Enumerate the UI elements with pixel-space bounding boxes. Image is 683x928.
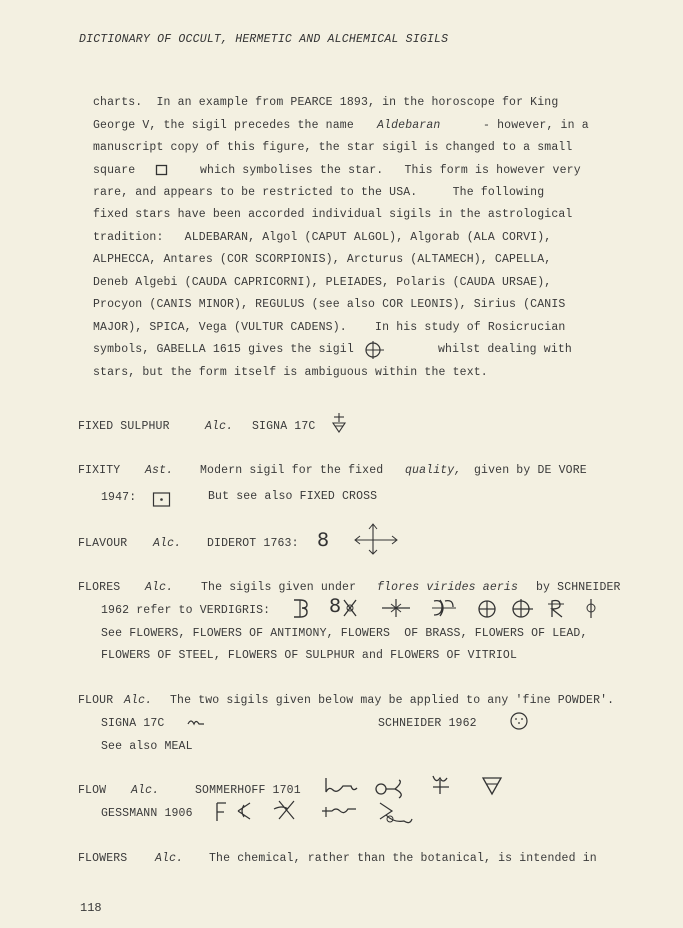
flavour-arrows-sigil: [351, 522, 401, 556]
fixity-sigil: [152, 491, 172, 508]
text-line: fixed stars have been accorded individual sigils in the astrological: [93, 208, 573, 221]
entry-tag: Alc.: [153, 537, 182, 550]
entry-text: 1962 refer to VERDIGRIS:: [101, 604, 271, 617]
text-line: symbols, GABELLA 1615 gives the sigil: [93, 343, 354, 356]
entry-italic: quality,: [405, 464, 462, 477]
text-line: George V, the sigil precedes the name: [93, 119, 354, 132]
entry-text: The two sigils given below may be applied to any 'fine POWDER'.: [170, 694, 615, 707]
text-line: Deneb Algebi (CAUDA CAPRICORNI), PLEIADES, Polaris (CAUDA URSAE),: [93, 276, 552, 289]
text-line: which symbolises the star. This form is however very: [200, 164, 581, 177]
text-line: rare, and appears to be restricted to the USA. The following: [93, 186, 545, 199]
entry-text: given by DE VORE: [474, 464, 587, 477]
entry-source: DIDEROT 1763:: [207, 537, 299, 550]
entry-see-also: But see also FIXED CROSS: [208, 490, 378, 503]
text-italic: Aldebaran: [377, 119, 441, 132]
text-line: charts. In an example from PEARCE 1893, in the horoscope for King: [93, 96, 559, 109]
entry-text: Modern sigil for the fixed: [200, 464, 384, 477]
entry-text: The sigils given under: [201, 581, 357, 594]
entry-text: by SCHNEIDER: [536, 581, 621, 594]
entry-source: SIGNA 17C: [252, 420, 316, 433]
page-number: 118: [80, 901, 102, 915]
entry-tag: Alc.: [155, 852, 184, 865]
entry-term: FLOWERS: [78, 852, 128, 865]
entry-source: SIGNA 17C: [101, 717, 165, 730]
entry-see-also: See FLOWERS, FLOWERS OF ANTIMONY, FLOWERS OF BRASS, FLOWERS OF LEAD,: [101, 627, 588, 640]
text-line: tradition: ALDEBARAN, Algol (CAPUT ALGOL), Algorab (ALA CORVI),: [93, 231, 552, 244]
entry-see-also: FLOWERS OF STEEL, FLOWERS OF SULPHUR and FLOWERS OF VITRIOL: [101, 649, 518, 662]
entry-source: SCHNEIDER 1962: [378, 717, 477, 730]
fixed-sulphur-sigil: [331, 412, 347, 434]
verdigris-eight-sigil: 8: [329, 595, 342, 617]
running-header: DICTIONARY OF OCCULT, HERMETIC AND ALCHEMICAL SIGILS: [79, 33, 449, 46]
text-line: Procyon (CANIS MINOR), REGULUS (see also COR LEONIS), Sirius (CANIS: [93, 298, 566, 311]
entry-tag: Alc.: [205, 420, 234, 433]
entry-see-also: See also MEAL: [101, 740, 193, 753]
entry-text: The chemical, rather than the botanical, is intended in: [209, 852, 597, 865]
text-line: MAJOR), SPICA, Vega (VULTUR CADENS). In his study of Rosicrucian: [93, 321, 566, 334]
small-square-sigil: [155, 164, 169, 177]
entry-term: FIXED SULPHUR: [78, 420, 170, 433]
text-line: square: [93, 164, 136, 177]
text-line: ALPHECCA, Antares (COR SCORPIONIS), Arcturus (ALTAMECH), CAPELLA,: [93, 253, 552, 266]
text-line: whilst dealing with: [438, 343, 572, 356]
text-line: - however, in a: [483, 119, 589, 132]
entry-tag: Alc.: [131, 784, 160, 797]
entry-tag: Alc.: [124, 694, 153, 707]
flour-schneider-sigil: [509, 711, 529, 731]
entry-tag: Ast.: [145, 464, 174, 477]
entry-source: GESSMANN 1906: [101, 807, 193, 820]
entry-source: SOMMERHOFF 1701: [195, 784, 301, 797]
entry-term: FLORES: [78, 581, 121, 594]
entry-term: FLOUR: [78, 694, 114, 707]
text-line: manuscript copy of this figure, the star sigil is changed to a small: [93, 141, 573, 154]
entry-tag: Alc.: [145, 581, 174, 594]
entry-italic: flores virides aeris: [377, 581, 519, 594]
flour-signa-sigil: [186, 716, 206, 728]
flow-gessmann-sigils: [214, 797, 429, 829]
flavour-eight-sigil: 8: [317, 529, 330, 551]
gabella-circle-sigil: [363, 339, 385, 361]
entry-term: FLAVOUR: [78, 537, 128, 550]
entry-year: 1947:: [101, 491, 137, 504]
text-line: stars, but the form itself is ambiguous within the text.: [93, 366, 488, 379]
entry-term: FIXITY: [78, 464, 121, 477]
entry-term: FLOW: [78, 784, 107, 797]
